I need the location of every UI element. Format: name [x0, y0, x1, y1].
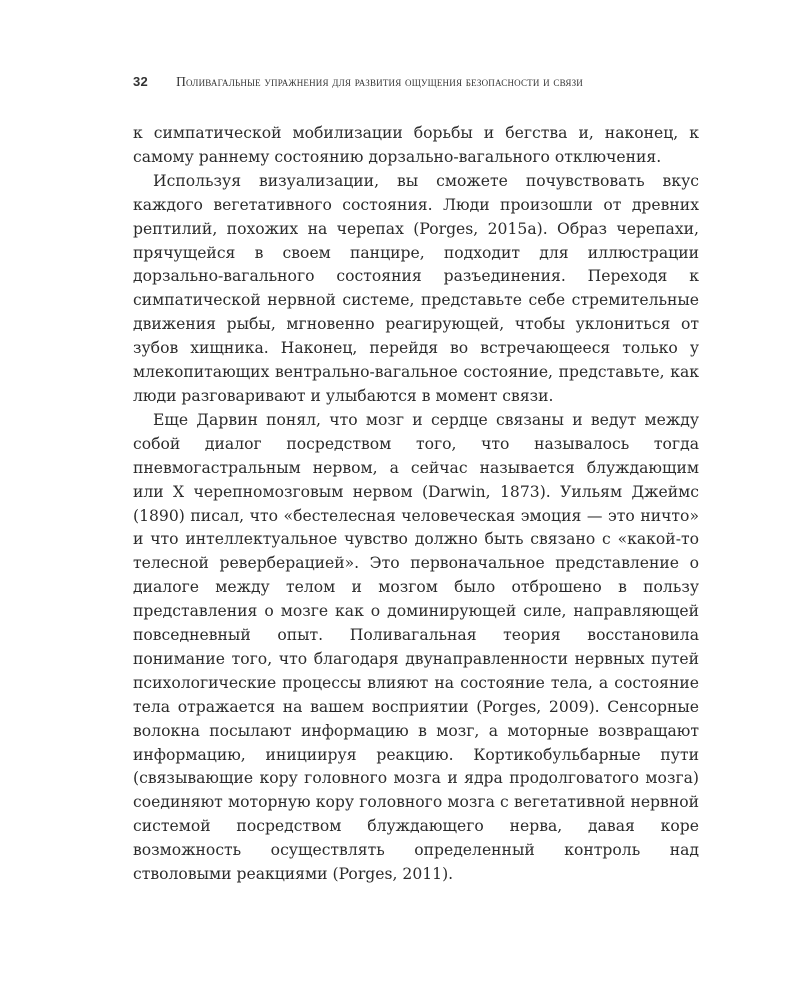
running-title: Поливагальные упражнения для развития ощущения безопасности и связи [176, 74, 583, 89]
paragraph-continuation: к симпатической мобилизации борьбы и бегства и, наконец, к самому раннему состоянию дорзально-вагального отключения. [133, 124, 699, 166]
paragraph-visualization: Используя визуализации, вы сможете почувствовать вкус каждого вегетативного состояния. Люди произошли от древних рептилий, похожих на черепах (Porges, 2015a). Образ черепахи, прячущейся в своем панцире, подходит для иллюстрации дорзально-вагального состояния разъединения. Переходя к симпатической нервной системе, представьте себе стремительные движения рыбы, мгновенно реагирующей, чтобы уклониться от зубов хищника. Наконец, перейдя во встречающееся только у млекопитающих вентрально-вагальное состояние, представьте, как люди разговаривают и улыбаются в момент связи. [133, 171, 699, 405]
paragraph-darwin: Еще Дарвин понял, что мозг и сердце связаны и ведут между собой диалог посредством того, что называлось тогда пневмогастральным нервом, а сейчас называется блуждающим или X черепномозговым нервом (Darwin, 1873). Уильям Джеймс (1890) писал, что «бестелесная человеческая эмоция — это ничто» и что интеллектуальное чувство должно быть связано с «какой-то телесной реверберацией». Это первоначальное представление о диалоге между телом и мозгом было отброшено в пользу представления о мозге как о доминирующей силе, направляющей повседневный опыт. Поливагальная теория восстановила понимание того, что благодаря двунаправленности нервных путей психологические процессы влияют на состояние тела, а состояние тела отражается на вашем восприятии (Porges, 2009). Сенсорные волокна посылают информацию в мозг, а моторные возвращают информацию, инициируя реакцию. Кортикобульбарные пути (связывающие кору головного мозга и ядра продолговатого мозга) соединяют моторную кору головного мозга с вегетативной нервной системой посредством блуждающего нерва, давая коре возможность осуществлять определенный контроль над стволовыми реакциями (Porges, 2011). [133, 410, 699, 884]
page-number: 32 [133, 74, 149, 89]
body-text [133, 122, 699, 887]
running-head [133, 74, 699, 90]
